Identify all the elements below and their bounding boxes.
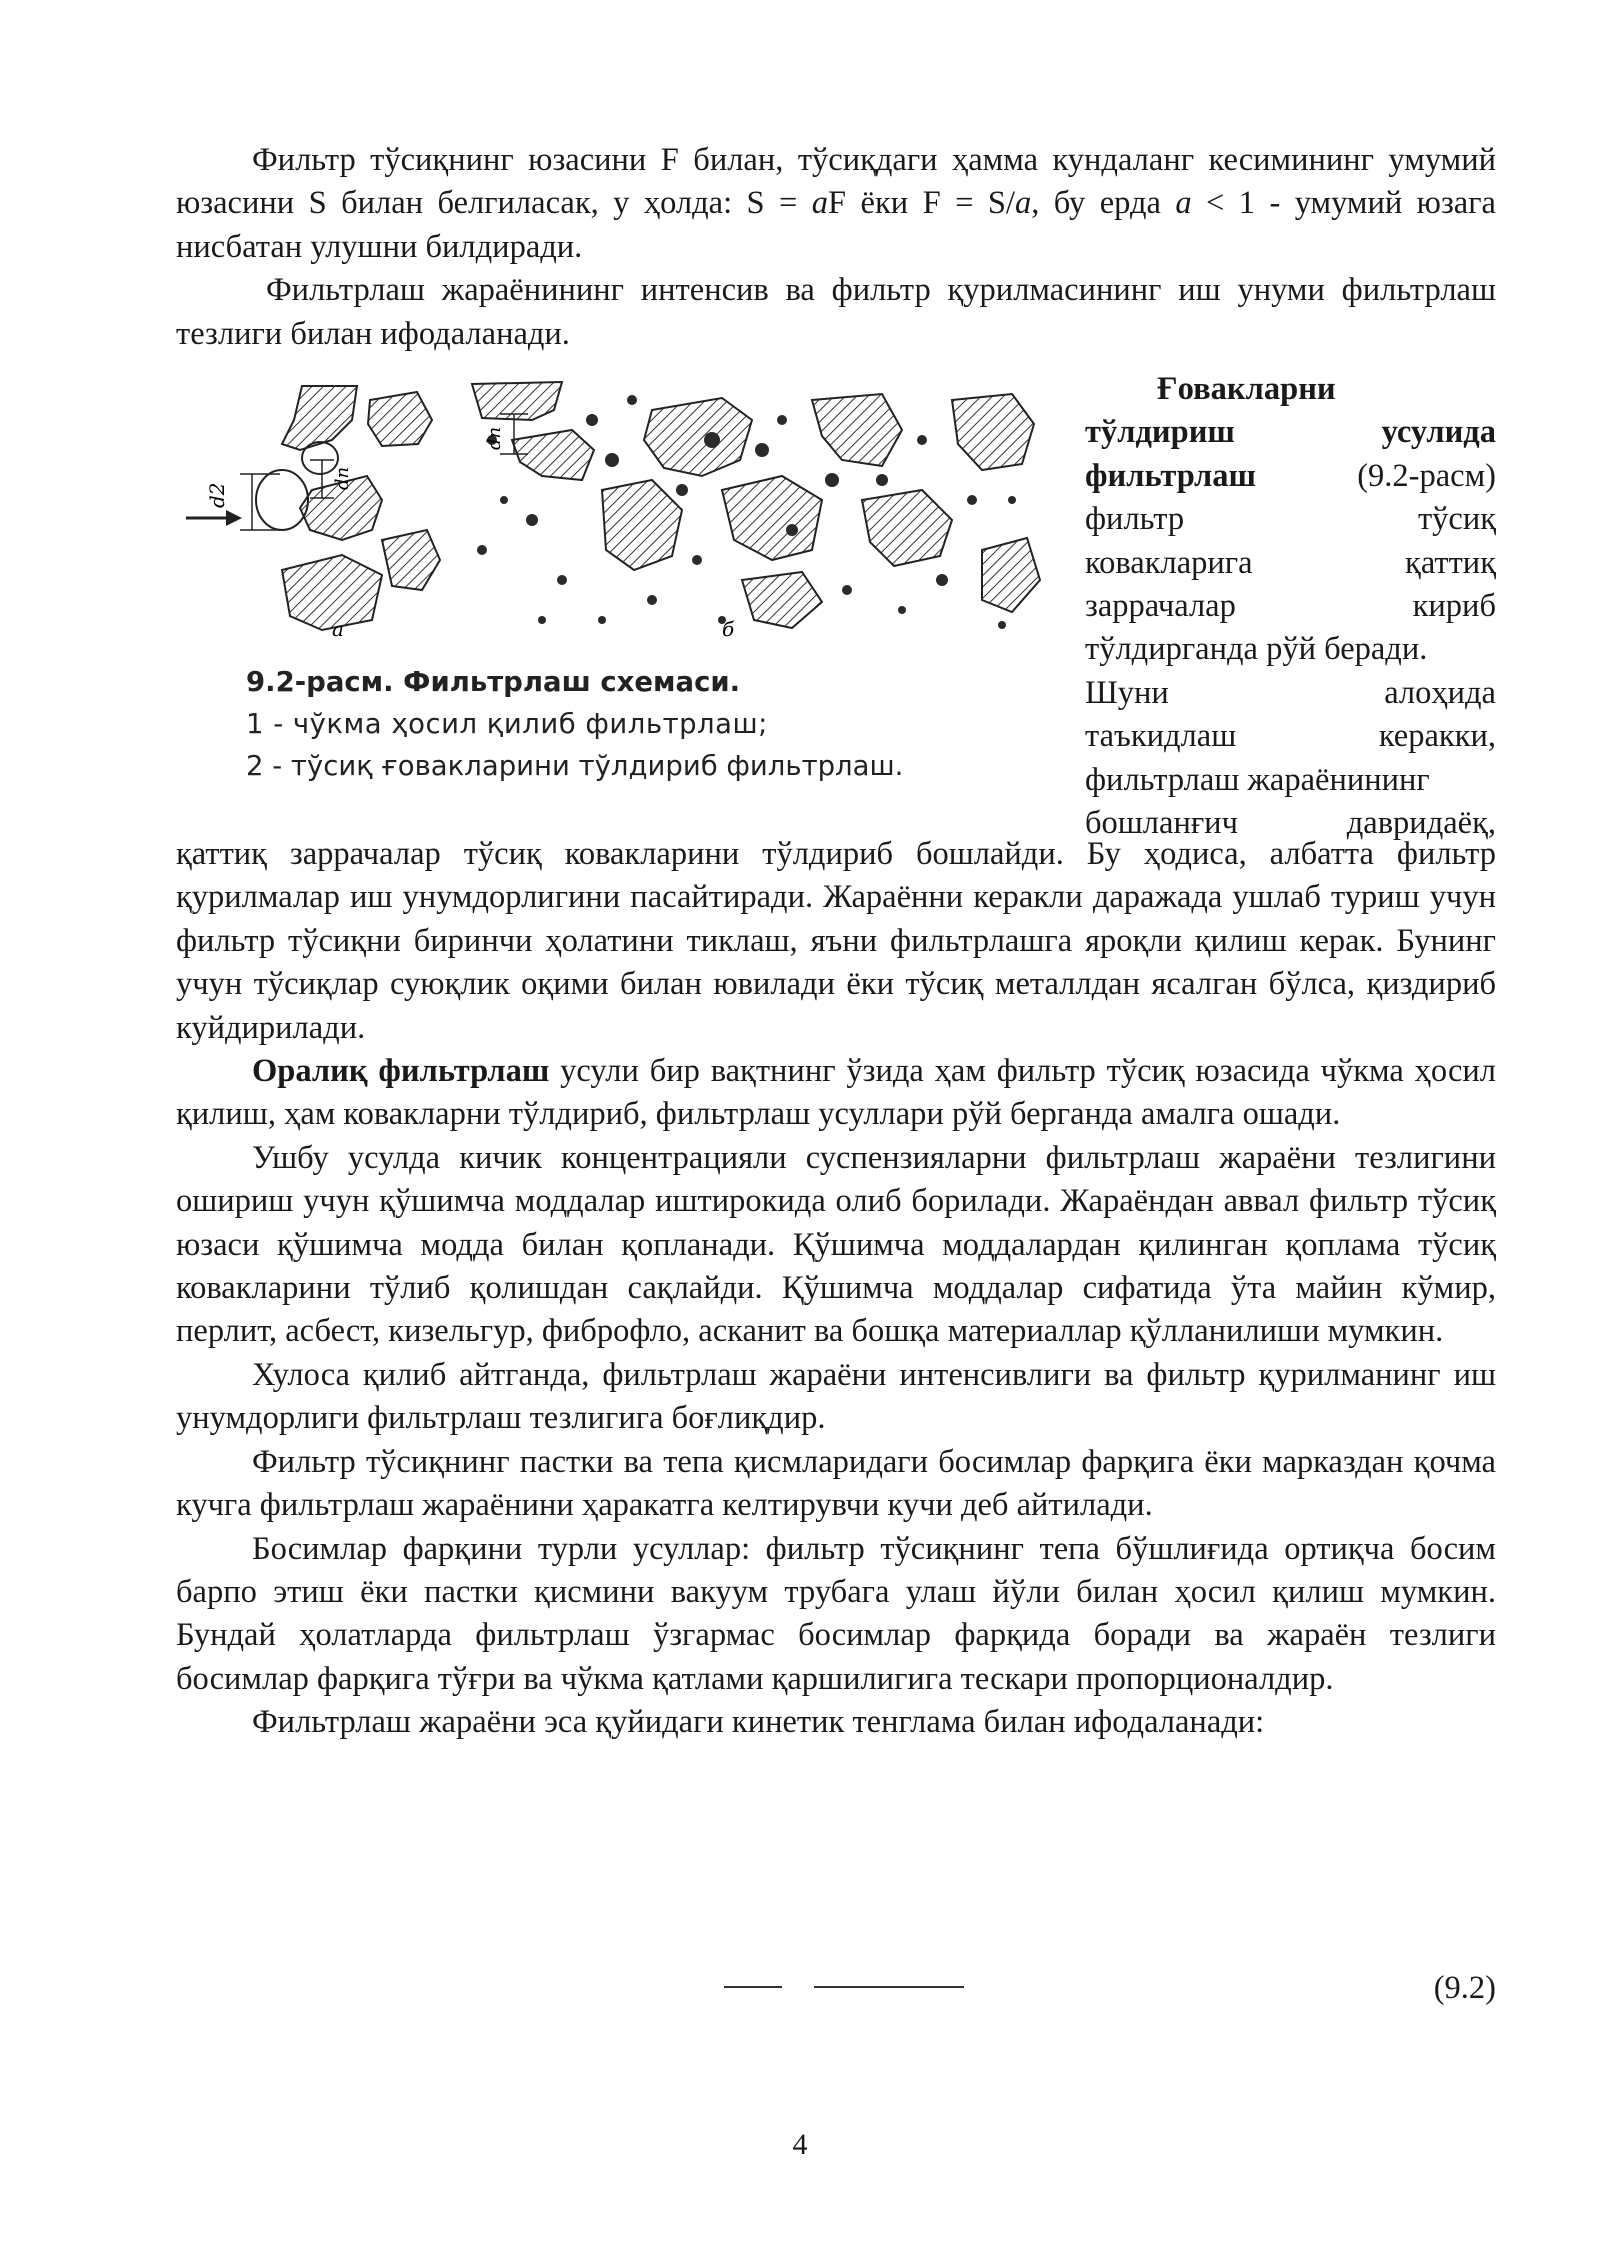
var-a-1: a (811, 185, 829, 222)
paragraph-3: қаттиқ заррачалар тўсиқ ковакларини тўлдириб бошлайди. Бу ҳодиса, албатта фильтр қурилмалар иш унумдорлигини пасайтиради. Жараённи керакли даражада ушлаб туриш учун фильтр тўсиқни биринчи ҳолатини тиклаш, яъни фильтрлашга яроқли қилиш керак. Бунинг учун тўсиқлар суюқлик оқими билан ювилади ёки тўсиқ металлдан ясалган бўлса, қиздириб куйдирилади. (176, 836, 1496, 1046)
side-line-4: фильтр тўсиқ (1085, 501, 1496, 538)
var-a-2: a (1014, 185, 1032, 222)
label-b: б (722, 617, 735, 640)
equation-number: (9.2) (1433, 1970, 1496, 2006)
para1-part3: , бу ерда (1031, 185, 1176, 222)
side-line-9: таъкидлаш керакки, (1085, 718, 1496, 755)
figure-block (176, 368, 1496, 841)
term-bold: Оралиқ фильтрлаш (252, 1053, 550, 1090)
paragraph-9: Фильтрлаш жараёни эса қуйидаги кинетик тенглама билан ифодаланади: (252, 1704, 1265, 1741)
side-line-3: фильтрлаш (9.2-расм) (1085, 457, 1496, 494)
figure-caption-title: 9.2-расм. Фильтрлаш схемаси. (246, 666, 741, 698)
filter-scheme-illustration (182, 380, 1042, 640)
side-line-11: бошланғич даврида​ёқ, (1085, 804, 1496, 841)
paragraph-8: Босимлар фарқини турли усуллар: фильтр тўсиқнинг тепа бўшлиғида ортиқча босим барпо этиш ёки пастки қисмини вакуум трубага улаш йўли билан ҳосил қилиш мумкин. Бундай ҳолатларда фильтрлаш ўзгармас босимлар фарқида боради ва жараён тезлиги босимлар фарқига тўғри ва чўкма қатлами қаршилигига тескари пропорционалдир. (176, 1530, 1496, 1697)
scheme-a (186, 386, 440, 640)
label-d2: d2 (205, 482, 229, 508)
label-a: а (332, 617, 344, 640)
side-text-column (1085, 368, 1496, 845)
para1-part4: < 1 - умумий юзага нисбатан улушни билдиради. (176, 185, 1496, 265)
top-text (176, 139, 1496, 356)
side-line-1: Ғовакларни (1157, 371, 1336, 407)
paragraph-5: Ушбу усулда кичик концентрацияли суспензияларни фильтрлаш жараёни тезлигини ошириш учун қўшимча моддалар иштирокида олиб борилади. Жараёндан аввал фильтр тўсиқ юзаси қўшимча модда билан қопланади. Қўшимча моддалардан қилинган қоплама тўсиқ ковакларини тўлиб қолишдан сақлайди. Қўшимча моддалар сифатида ўта майин кўмир, перлит, асбест, кизельгур, фиброфло, асканит ва бошқа материаллар қўлланилиши мумкин. (176, 1139, 1496, 1350)
equation-fraction-line-2 (814, 1986, 964, 1988)
paragraph-1 (176, 139, 1496, 269)
side-line-10: фильтрлаш жараёнининг (1085, 761, 1430, 798)
label-dn-b: dп (484, 426, 505, 450)
figure-caption-line-1: 1 - чўкма ҳосил қилиб фильтрлаш; (246, 708, 768, 740)
side-line-6: заррачалар кириб (1085, 587, 1496, 624)
equation-fraction-line-1 (724, 1986, 782, 1988)
paragraph-7: Фильтр тўсиқнинг пастки ва тепа қисмларидаги босимлар фарқига ёки марказдан қочма кучга фильтрлаш жараёнини ҳаракатга келтирувчи кучи деб айтилади. (176, 1443, 1496, 1524)
figure (176, 368, 1056, 830)
body-text (176, 833, 1496, 1745)
side-line-7: тўлдирганда рўй беради. (1085, 631, 1428, 668)
paragraph-6: Хулоса қилиб айтганда, фильтрлаш жараёни интенсивлиги ва фильтр қурилманинг иш унумдорлиги фильтрлаш тезлигига боғлиқдир. (176, 1356, 1496, 1437)
side-line-8: Шуни алоҳида (1085, 674, 1496, 711)
label-dn-a: dп (332, 466, 353, 490)
paragraph-2: Фильтрлаш жараёнининг интенсив ва фильтр қурилмасининг иш унуми фильтрлаш тезлиги билан ифодаланади. (176, 272, 1496, 352)
equation-9-2 (176, 1970, 1496, 2026)
paragraph-4: Оралиқ фильтрлаш усули бир вақтнинг ўзида ҳам фильтр тўсиқ юзасида чўкма ҳосил қилиш, ҳам ковакларни тўлдириб, фильтрлаш усуллари рўй берганда амалга ошади. (176, 1053, 1496, 1133)
para1-part1: Фильтр тўсиқнинг юзасини F билан, тўсиқдаги ҳамма кундаланг кесимининг умумий юзасини S билан белгиласак, у ҳолда: S = (176, 142, 1496, 222)
para1-part2: F ёки F = S/ (828, 185, 1015, 222)
side-line-5: ковакларига қаттиқ (1085, 544, 1496, 581)
page-number: 4 (792, 2128, 808, 2161)
scheme-b (472, 382, 1040, 640)
var-a-3: a (1175, 185, 1192, 222)
figure-caption-line-2: 2 - тўсиқ ғовакларини тўлдириб фильтрлаш. (246, 750, 904, 782)
side-line-2: тўлдириш усулида (1085, 414, 1496, 451)
